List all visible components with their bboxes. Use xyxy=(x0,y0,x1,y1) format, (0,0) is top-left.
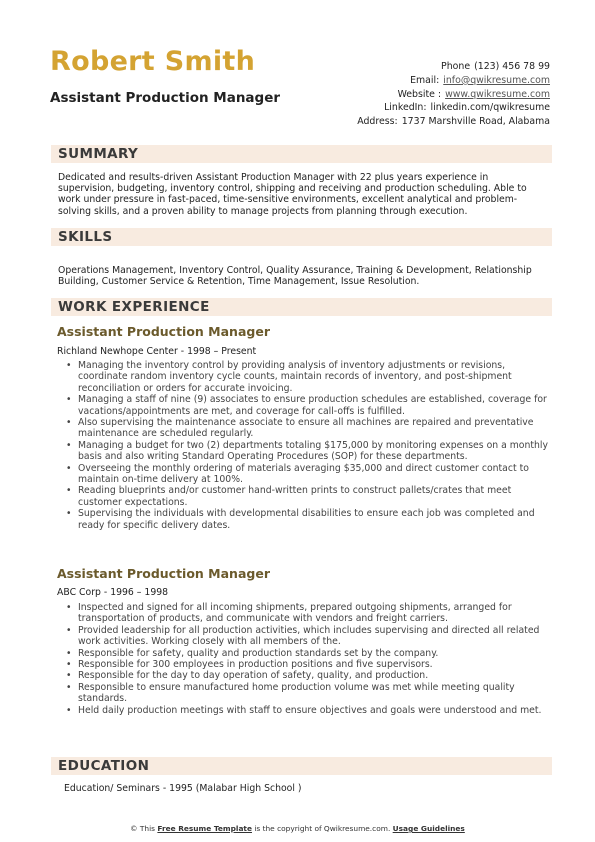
footer-prefix: This xyxy=(139,824,156,833)
email-label: Email: xyxy=(410,74,440,86)
list-item: • Managing the inventory control by providing analysis of inventory adjustments or revisions, coordinate random inventory cycle counts, maintain records of inventory, and post-shipment reconciliation or orders for accurate invoicing. xyxy=(66,360,550,394)
job-1-company: Richland Newhope Center - 1998 – Present xyxy=(57,346,257,357)
summary-text: Dedicated and results-driven Assistant Production Manager with 22 plus years experience in supervision, budgeting, inventory control, shipping and receiving and production scheduling. Able to work under pressure in fast-paced, time-sensitive environments, excellent analytical and problem-solving skills, and a proven ability to manage projects from planning through execution. xyxy=(58,172,527,217)
phone-label: Phone xyxy=(441,61,471,72)
education-heading-bar xyxy=(51,757,552,775)
job-2-company: ABC Corp - 1996 – 1998 xyxy=(57,587,169,598)
job-2-bullets xyxy=(66,602,550,716)
job-1-bullets xyxy=(66,360,550,531)
website-link[interactable]: www.qwikresume.com xyxy=(445,88,550,100)
list-item: • Supervising the individuals with developmental disabilities to ensure each job was completed and ready for specific delivery dates. xyxy=(66,508,550,531)
contact-block xyxy=(357,60,550,129)
education-text: Education/ Seminars - 1995 (Malabar High School ) xyxy=(64,783,302,794)
website-label: Website : xyxy=(397,88,442,100)
address-label: Address: xyxy=(357,116,398,128)
address-value: 1737 Marshville Road, Alabama xyxy=(401,116,550,128)
copyright-icon: © xyxy=(130,824,138,833)
contact-phone xyxy=(357,60,550,74)
linkedin-label: LinkedIn: xyxy=(384,102,427,114)
free-resume-template-link[interactable]: Free Resume Template xyxy=(157,824,252,833)
education-heading: EDUCATION xyxy=(58,758,150,774)
candidate-name: Robert Smith xyxy=(50,46,256,77)
job-2-role: Assistant Production Manager xyxy=(57,566,270,581)
list-item: • Held daily production meetings with staff to ensure objectives and goals were understood and met. xyxy=(66,705,550,716)
list-item: • Managing a staff of nine (9) associates to ensure production schedules are established, coverage for vacations/appointments are met, and coverage for call-offs is fulfilled. xyxy=(66,394,550,417)
contact-email xyxy=(357,74,550,88)
list-item: • Managing a budget for two (2) departments totaling $175,000 by monitoring expenses on a monthly basis and also writing Standard Operating Procedures (SOP) for these departments. xyxy=(66,440,550,463)
contact-linkedin xyxy=(357,101,550,115)
footer-middle: is the copyright of Qwikresume.com. xyxy=(254,824,391,833)
skills-heading-bar xyxy=(51,228,552,246)
list-item: • Responsible for 300 employees in production positions and five supervisors. xyxy=(66,659,550,670)
list-item: • Also supervising the maintenance associate to ensure all machines are repaired and preventative maintenance are scheduled regularly. xyxy=(66,417,550,440)
list-item: • Reading blueprints and/or customer hand-written prints to construct pallets/crates that meet customer expectations. xyxy=(66,485,550,508)
summary-heading-bar xyxy=(51,145,552,163)
phone-value: (123) 456 78 99 xyxy=(474,61,550,72)
job-1-role: Assistant Production Manager xyxy=(57,324,270,339)
list-item: • Responsible to ensure manufactured home production volume was met while meeting quality standards. xyxy=(66,682,550,705)
experience-heading: WORK EXPERIENCE xyxy=(58,299,210,315)
contact-website xyxy=(357,88,550,102)
experience-heading-bar xyxy=(51,298,552,316)
contact-address xyxy=(357,115,550,129)
summary-heading: SUMMARY xyxy=(58,146,139,162)
list-item: • Responsible for safety, quality and production standards set by the company. xyxy=(66,648,550,659)
list-item: • Provided leadership for all production activities, which includes supervising and directed all related work activities. Working closely with all members of the. xyxy=(66,625,550,648)
usage-guidelines-link[interactable]: Usage Guidelines xyxy=(392,824,465,833)
list-item: • Overseeing the monthly ordering of materials averaging $35,000 and direct customer contact to maintain on-time delivery at 100%. xyxy=(66,463,550,486)
skills-text: Operations Management, Inventory Control, Quality Assurance, Training & Development, Relationship Building, Customer Service & Retention, Time Management, Issue Resolution. xyxy=(58,265,532,288)
footer xyxy=(0,824,595,833)
candidate-title: Assistant Production Manager xyxy=(50,90,281,106)
skills-heading: SKILLS xyxy=(58,229,113,245)
list-item: • Responsible for the day to day operation of safety, quality, and production. xyxy=(66,670,550,681)
list-item: • Inspected and signed for all incoming shipments, prepared outgoing shipments, arranged for transportation of products, and communicate with vendors and freight carriers. xyxy=(66,602,550,625)
email-link[interactable]: info@qwikresume.com xyxy=(443,74,550,86)
linkedin-value: linkedin.com/qwikresume xyxy=(430,102,550,114)
